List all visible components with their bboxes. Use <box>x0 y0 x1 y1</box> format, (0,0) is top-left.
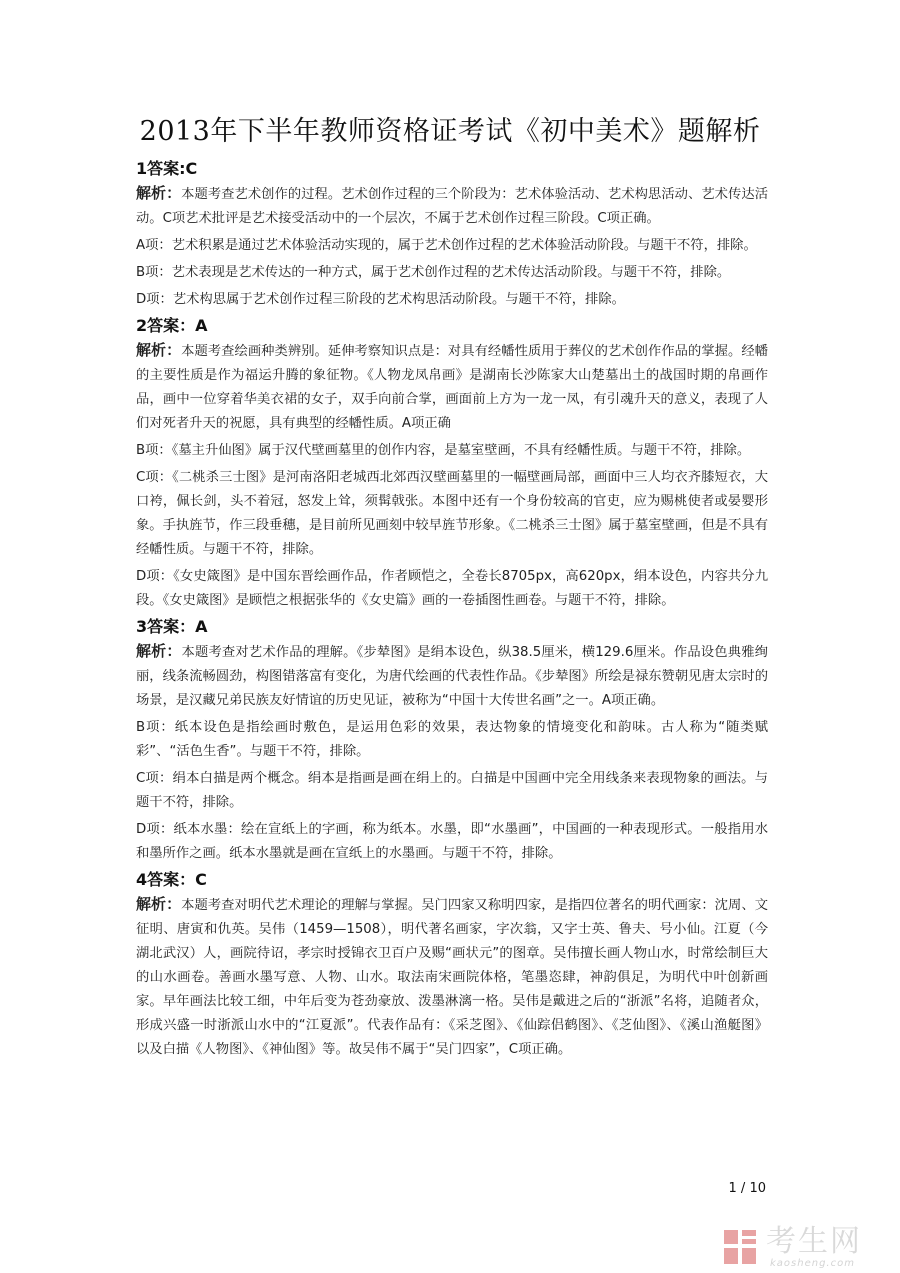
page-number: 1 / 10 <box>728 1181 766 1196</box>
q1-analysis <box>136 181 768 231</box>
q3-analysis-lead: 解析： <box>136 642 182 660</box>
q3-option-b: B项：纸本设色是指绘画时敷色，是运用色彩的效果，表达物象的情境变化和韵味。古人称为“随类赋彩”、“活色生香”。与题干不符，排除。 <box>136 720 768 759</box>
logo-text: 考生网 <box>766 1224 862 1259</box>
q1-analysis-lead: 解析： <box>136 184 182 202</box>
q4-analysis <box>136 892 768 1062</box>
q2-option-d: D项：《女史箴图》是中国东晋绘画作品，作者顾恺之，全卷长8705px，高620px，绢本设色，内容共分九段。《女史箴图》是顾恺之根据张华的《女史篇》画的一卷插图性画卷。与题干不符，排除。 <box>136 569 768 608</box>
q3-option-c: C项：绢本白描是两个概念。绢本是指画是画在绢上的。白描是中国画中完全用线条来表现物象的画法。与题干不符，排除。 <box>136 771 768 810</box>
q3-answer: 3答案：A <box>136 617 208 636</box>
q2-analysis <box>136 338 768 436</box>
q3-analysis <box>136 639 768 713</box>
q1-option-a: A项：艺术积累是通过艺术体验活动实现的，属于艺术创作过程的艺术体验活动阶段。与题干不符，排除。 <box>136 238 757 253</box>
logo-url: kaosheng.com <box>770 1258 855 1269</box>
page-title: 2013年下半年教师资格证考试《初中美术》题解析 <box>139 116 761 147</box>
q1-option-d: D项：艺术构思属于艺术创作过程三阶段的艺术构思活动阶段。与题干不符，排除。 <box>136 292 625 307</box>
q3-option-d: D项：纸本水墨：绘在宣纸上的字画，称为纸本。水墨，即“水墨画”，中国画的一种表现形式。一般指用水和墨所作之画。纸本水墨就是画在宣纸上的水墨画。与题干不符，排除。 <box>136 822 768 861</box>
q1-analysis-text: 本题考查艺术创作的过程。艺术创作过程的三个阶段为：艺术体验活动、艺术构思活动、艺术传达活动。C项艺术批评是艺术接受活动中的一个层次，不属于艺术创作过程三阶段。C项正确。 <box>136 187 768 226</box>
q1-option-b: B项：艺术表现是艺术传达的一种方式，属于艺术创作过程的艺术传达活动阶段。与题干不符，排除。 <box>136 265 731 280</box>
site-logo <box>720 1226 890 1270</box>
q2-analysis-lead: 解析： <box>136 341 182 359</box>
q4-analysis-text: 本题考查对明代艺术理论的理解与掌握。吴门四家又称明四家，是指四位著名的明代画家：沈周、文征明、唐寅和仇英。吴伟（1459—1508），明代著名画家，字次翁，又字士英、鲁夫、号小仙。江夏（今湖北武汉）人，画院待诏，孝宗时授锦衣卫百户及赐“画状元”的图章。吴伟擅长画人物山水，时常绘制巨大的山水画卷。善画水墨写意、人物、山水。取法南宋画院体格，笔墨恣肆，神韵俱足，为明代中叶创新画家。早年画法比较工细，中年后变为苍劲豪放、泼墨淋漓一格。吴伟是戴进之后的“浙派”名将，追随者众，形成兴盛一时浙派山水中的“江夏派”。代表作品有：《采芝图》、《仙踪侣鹤图》、《芝仙图》、《溪山渔艇图》以及白描《人物图》、《神仙图》等。故吴伟不属于“吴门四家”，C项正确。 <box>136 898 768 1057</box>
logo-mark-icon <box>722 1226 762 1268</box>
document-body <box>136 157 768 1065</box>
q1-answer: 1答案:C <box>136 159 198 178</box>
q3-analysis-text: 本题考查对艺术作品的理解。《步辇图》是绢本设色，纵38.5厘米，横129.6厘米。作品设色典雅绚丽，线条流畅圆劲，构图错落富有变化，为唐代绘画的代表性作品。《步辇图》所绘是禄东赞朝见唐太宗时的场景，是汉藏兄弟民族友好情谊的历史见证，被称为“中国十大传世名画”之一。A项正确。 <box>136 645 768 708</box>
q2-option-b: B项：《墓主升仙图》属于汉代壁画墓里的创作内容，是墓室壁画，不具有经幡性质。与题干不符，排除。 <box>136 443 751 458</box>
q2-option-c: C项：《二桃杀三士图》是河南洛阳老城西北郊西汉壁画墓里的一幅壁画局部，画面中三人均衣齐膝短衣，大口袴，佩长剑，头不着冠，怒发上耸，须髯戟张。本图中还有一个身份较高的官吏，应为赐桃使者或晏婴形象。手执旌节，作三段垂穗，是目前所见画刻中较早旌节形象。《二桃杀三士图》属于墓室壁画，但是不具有经幡性质。与题干不符，排除。 <box>136 470 768 557</box>
q4-answer: 4答案：C <box>136 870 207 889</box>
q2-answer: 2答案：A <box>136 316 208 335</box>
q4-analysis-lead: 解析： <box>136 895 182 913</box>
q2-analysis-text: 本题考查绘画种类辨别。延伸考察知识点是：对具有经幡性质用于葬仪的艺术创作作品的掌握。经幡的主要性质是作为福运升腾的象征物。《人物龙凤帛画》是湖南长沙陈家大山楚墓出土的战国时期的帛画作品，画中一位穿着华美衣裙的女子，双手向前合掌，画面前上方为一龙一凤，有引魂升天的意义，表现了人们对死者升天的祝愿，具有典型的经幡性质。A项正确 <box>136 344 768 431</box>
